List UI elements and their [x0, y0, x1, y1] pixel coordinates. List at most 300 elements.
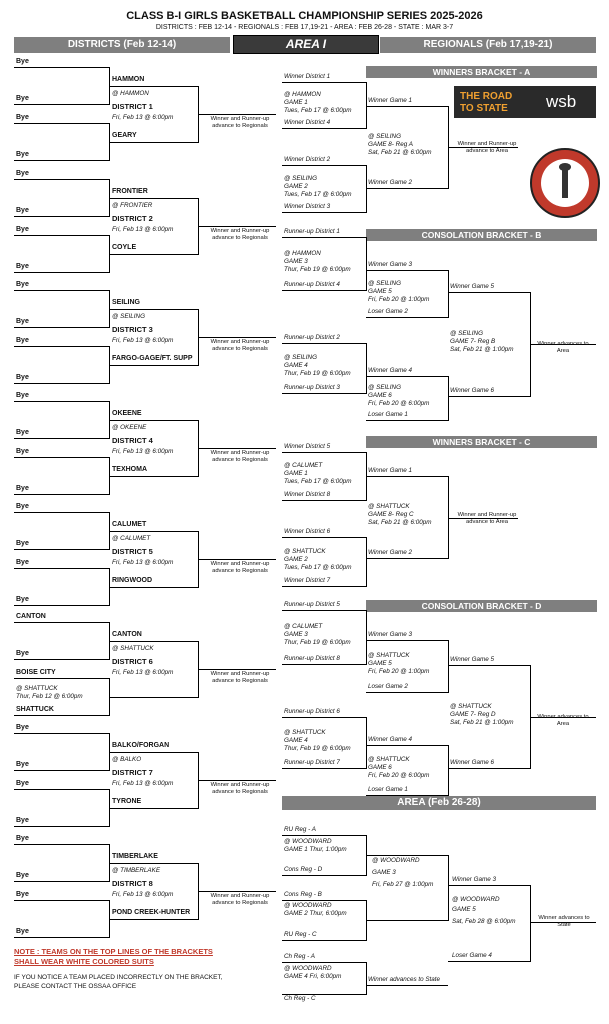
cb-game3-top: Runner-up District 1: [284, 228, 340, 235]
cd-game3-top: Runner-up District 5: [284, 601, 340, 608]
team-slot-2: Bye: [16, 761, 29, 768]
wa-game2-date: Tues, Feb 17 @ 6:00pm: [284, 190, 352, 198]
team-slot-4: Bye: [16, 374, 29, 381]
district-host: @ TIMBERLAKE: [112, 867, 161, 874]
bracket-line: [282, 994, 366, 995]
bracket-line: [14, 770, 110, 771]
bracket-line: [14, 605, 110, 606]
bracket-line: [109, 641, 199, 642]
wc-game1-top: Winner District 5: [284, 443, 331, 450]
team-slot-4: Bye: [16, 817, 29, 824]
bracket-line: [109, 752, 199, 753]
area-g3-host: @ WOODWARD: [372, 857, 420, 864]
cb-game4-date: Thur, Feb 19 @ 6:00pm: [284, 370, 351, 377]
team-slot-3: Bye: [16, 559, 29, 566]
district-team-top: SEILING: [112, 299, 141, 306]
bracket-line: [366, 640, 448, 641]
cb-advance-note: Winner advances to Area: [537, 341, 589, 354]
district-date: Fri, Feb 13 @ 6:00pm: [112, 226, 174, 233]
team-slot-1: Bye: [16, 835, 29, 842]
wa-game2-host: @ SEILING: [284, 174, 317, 182]
wa-game1-date: Tues, Feb 17 @ 6:00pm: [284, 107, 352, 114]
wc-game2-bottom: Winner District 7: [284, 577, 331, 584]
district-host: @ OKEENE: [112, 424, 147, 431]
info-line-1: IF YOU NOTICE A TEAM PLACED INCORRECTLY ON THE BRACKET,: [14, 974, 223, 981]
bracket-line: [14, 272, 110, 273]
bracket-line: [366, 745, 448, 746]
info-line-2: PLEASE CONTACT THE OSSAA OFFICE: [14, 983, 137, 990]
bracket-line: [14, 733, 110, 734]
bracket-line: [14, 494, 110, 495]
bracket-line: [282, 717, 366, 718]
bracket-line: [448, 640, 449, 693]
bracket-line: [366, 270, 448, 271]
bracket-line: [14, 881, 110, 882]
advance-note: Winner and Runner-up advance to Regionals: [210, 671, 270, 684]
team-slot-1: Bye: [16, 503, 29, 510]
wc-game2-game: GAME 2: [284, 555, 308, 563]
bracket-line: [282, 343, 366, 344]
area-header: AREA I: [233, 35, 379, 54]
team-slot-3: BOISE CITY: [16, 669, 56, 676]
area-g4-advance: Winner advances to State: [368, 976, 441, 983]
bracket-line: [448, 292, 530, 293]
cb-game3-host: @ HAMMON: [284, 249, 321, 257]
bracket-line: [109, 309, 199, 310]
bracket-line: [366, 537, 367, 587]
district-date: Fri, Feb 13 @ 6:00pm: [112, 114, 174, 121]
advance-note: Winner and Runner-up advance to Regionals: [210, 561, 270, 574]
district-host: @ FRONTIER: [112, 202, 153, 209]
area-g5-bottom: Loser Game 4: [452, 952, 492, 959]
bracket-line: [109, 198, 199, 199]
team-slot-1: CANTON: [16, 613, 46, 620]
cb-final-top: Winner Game 5: [450, 283, 495, 290]
bracket-line: [14, 678, 110, 679]
district-name: DISTRICT 1: [112, 102, 153, 111]
wc-final-bottom: Winner Game 2: [368, 549, 413, 556]
cb-game5-host: @ SEILING: [368, 279, 401, 287]
district-team-bottom: FARGO-GAGE/FT. SUPP: [112, 355, 193, 362]
bracket-line: [282, 586, 366, 587]
district-date: Fri, Feb 13 @ 6:00pm: [112, 891, 174, 898]
cb-final-date: Sat, Feb 21 @ 1:00pm: [450, 346, 514, 353]
cd-game6-game: GAME 6: [368, 764, 392, 771]
bracket-line: [448, 768, 530, 769]
bracket-line: [14, 216, 110, 217]
bracket-line: [448, 745, 449, 796]
bracket-line: [282, 128, 366, 129]
wa-game2-bottom: Winner District 3: [284, 203, 331, 210]
team-slot-4: Bye: [16, 928, 29, 935]
team-slot-3: Bye: [16, 114, 29, 121]
cd-advance-note: Winner advances to Area: [537, 714, 589, 727]
cd-game3-bottom: Runner-up District 8: [284, 655, 340, 662]
cd-game4-bottom: Runner-up District 7: [284, 759, 340, 766]
wa-final-date: Sat, Feb 21 @ 6:00pm: [368, 149, 432, 156]
district-team-top: CANTON: [112, 631, 142, 638]
cd-game6-bottom: Loser Game 1: [368, 786, 408, 793]
bracket-line: [448, 376, 449, 421]
cd-final-bottom: Winner Game 6: [450, 759, 495, 766]
cd-final-top: Winner Game 5: [450, 656, 495, 663]
cb-game6-date: Fri, Feb 20 @ 6:00pm: [368, 400, 430, 407]
team-slot-2: Bye: [16, 872, 29, 879]
cb-game5-game: GAME 5: [368, 287, 392, 295]
cd-game5-bottom: Loser Game 2: [368, 683, 408, 690]
bracket-line: [14, 346, 110, 347]
bracket-line: [109, 863, 199, 864]
wc-game1-bottom: Winner District 8: [284, 491, 331, 498]
district-team-top: TIMBERLAKE: [112, 853, 158, 860]
bracket-line: [109, 365, 199, 366]
wa-game2-top: Winner District 2: [284, 156, 331, 163]
consolation-d-header: CONSOLATION BRACKET - D: [366, 600, 597, 612]
district-team-top: FRONTIER: [112, 188, 148, 195]
team-slot-3: Bye: [16, 226, 29, 233]
team-slot-2: Bye: [16, 650, 29, 657]
bracket-line: [448, 961, 530, 962]
bracket-line: [14, 568, 110, 569]
district-team-top: CALUMET: [112, 521, 147, 528]
wc-advance-note: Winner and Runner-up advance to Area: [457, 512, 517, 525]
wc-final-top: Winner Game 1: [368, 467, 413, 474]
team-slot-3: Bye: [16, 891, 29, 898]
bracket-line: [282, 962, 366, 963]
district-team-top: HAMMON: [112, 76, 145, 83]
advance-note: Winner and Runner-up advance to Regionals: [210, 339, 270, 352]
team-slot-1: Bye: [16, 281, 29, 288]
bracket-line: [448, 270, 449, 318]
bracket-line: [109, 86, 199, 87]
advance-note: Winner and Runner-up advance to Regionals: [210, 116, 270, 129]
cb-game5-date: Fri, Feb 20 @ 1:00pm: [368, 295, 430, 303]
advance-note: Winner and Runner-up advance to Regionals: [210, 893, 270, 906]
bracket-line: [14, 104, 110, 105]
district-host: @ SEILING: [112, 313, 145, 320]
cd-game3-date: Thur, Feb 19 @ 6:00pm: [284, 639, 351, 646]
bracket-line: [366, 188, 448, 189]
winners-bracket-c-header: WINNERS BRACKET - C: [366, 436, 597, 448]
wa-final-game: GAME 8- Reg A: [368, 141, 413, 148]
team-slot-4: Bye: [16, 596, 29, 603]
page-subtitle: DISTRICTS : FEB 12-14 - REGIONALS : FEB 17,19-21 - AREA : FEB 26-28 - STATE : MAR 3-7: [155, 24, 454, 31]
bracket-line: [14, 715, 110, 716]
bracket-line: [366, 985, 448, 986]
cb-game4-bottom: Runner-up District 3: [284, 384, 340, 391]
cb-game4-host: @ SEILING: [284, 354, 317, 361]
winners-bracket-a-header: WINNERS BRACKET - A: [366, 66, 597, 78]
wc-final-host: @ SHATTUCK: [368, 503, 410, 510]
area-g1-top: RU Reg - A: [284, 826, 316, 833]
area-g5-host: @ WOODWARD: [452, 896, 500, 903]
bracket-line: [109, 531, 199, 532]
team-slot-1: Bye: [16, 724, 29, 731]
sponsor-logo-text: wsb: [546, 92, 577, 111]
cb-game5-bottom: Loser Game 2: [368, 308, 408, 315]
bracket-line: [366, 476, 448, 477]
bracket-line: [14, 622, 110, 623]
bracket-line: [109, 808, 199, 809]
advance-note: Winner and Runner-up advance to Regionals: [210, 450, 270, 463]
bracket-line: [14, 160, 110, 161]
district-date: Fri, Feb 13 @ 6:00pm: [112, 780, 174, 787]
district-name: DISTRICT 7: [112, 768, 153, 777]
team-slot-1: Bye: [16, 170, 29, 177]
district-name: DISTRICT 5: [112, 547, 153, 556]
area-g1-host: @ WOODWARD: [284, 838, 332, 845]
advance-note: Winner and Runner-up advance to Regionals: [210, 228, 270, 241]
cd-game4-date: Thur, Feb 19 @ 6:00pm: [284, 744, 351, 752]
area-g2-top: Cons Reg - B: [284, 891, 322, 898]
bracket-line: [282, 237, 366, 238]
team-slot-3: Bye: [16, 448, 29, 455]
cb-game6-game: GAME 6: [368, 392, 392, 399]
cb-game4-top: Runner-up District 2: [284, 334, 340, 341]
district-name: DISTRICT 4: [112, 436, 153, 445]
cb-game3-game: GAME 3: [284, 257, 308, 265]
cd-game6-top: Winner Game 4: [368, 736, 413, 743]
wa-game1-game: GAME 1: [284, 99, 308, 106]
bracket-line: [282, 664, 366, 665]
team-slot-4: Bye: [16, 485, 29, 492]
districts-header: DISTRICTS (Feb 12-14): [14, 37, 230, 53]
bracket-line: [282, 452, 366, 453]
bracket-line: [14, 457, 110, 458]
logo-text-2: TO STATE: [460, 103, 508, 114]
advance-note: Winner and Runner-up advance to Regionals: [210, 782, 270, 795]
bracket-line: [366, 920, 448, 921]
area-g4-top: Ch Reg - A: [284, 953, 315, 960]
wc-game2-host: @ SHATTUCK: [284, 547, 326, 555]
bracket-line: [109, 254, 199, 255]
team-slot-3: Bye: [16, 337, 29, 344]
bracket-line: [109, 142, 199, 143]
regionals-header: REGIONALS (Feb 17,19-21): [380, 37, 596, 53]
cb-game6-bottom: Loser Game 1: [368, 411, 408, 418]
district-team-top: BALKO/FORGAN: [112, 742, 170, 749]
cd-game6-date: Fri, Feb 20 @ 6:00pm: [368, 772, 430, 779]
bracket-line: [14, 123, 110, 124]
area-g1-game: GAME 1 Thur, 1:00pm: [284, 846, 347, 853]
team-slot-4: Bye: [16, 263, 29, 270]
district-name: DISTRICT 3: [112, 325, 153, 334]
bracket-line: [14, 900, 110, 901]
bracket-line: [14, 512, 110, 513]
cd-game5-game: GAME 5: [368, 660, 392, 667]
bracket-line: [109, 697, 199, 698]
bracket-line: [366, 106, 448, 107]
cb-final-game: GAME 7- Reg B: [450, 338, 496, 345]
cd-game6-host: @ SHATTUCK: [368, 756, 410, 763]
wa-final-host: @ SEILING: [368, 133, 401, 140]
team-slot-4: SHATTUCK: [16, 706, 54, 713]
bracket-line: [109, 587, 199, 588]
district-date: Fri, Feb 13 @ 6:00pm: [112, 669, 174, 676]
team-slot-2: Bye: [16, 429, 29, 436]
cd-final-game: GAME 7- Reg D: [450, 710, 496, 718]
bracket-line: [14, 826, 110, 827]
bracket-line: [14, 438, 110, 439]
cb-game4-game: GAME 4: [284, 362, 308, 369]
bracket-line: [109, 420, 199, 421]
cb-final-bottom: Winner Game 6: [450, 387, 495, 394]
area-g5-game: GAME 5: [452, 906, 476, 913]
bracket-line: [448, 665, 530, 666]
bracket-line: [14, 235, 110, 236]
bracket-line: [14, 179, 110, 180]
wc-game1-host: @ CALUMET: [284, 462, 323, 469]
note-line-1: NOTE : TEAMS ON THE TOP LINES OF THE BRACKETS: [14, 947, 213, 956]
cb-game3-bottom: Runner-up District 4: [284, 281, 340, 288]
cd-game3-game: GAME 3: [284, 631, 308, 638]
bracket-line: [14, 844, 110, 845]
team-slot-4: Bye: [16, 151, 29, 158]
bracket-line: [14, 789, 110, 790]
bracket-line: [14, 659, 110, 660]
bracket-line: [282, 537, 366, 538]
bracket-line: [14, 549, 110, 550]
area-header-bar: AREA (Feb 26-28): [282, 796, 596, 810]
district-date: Fri, Feb 13 @ 6:00pm: [112, 559, 174, 566]
cb-game6-host: @ SEILING: [368, 384, 401, 391]
bracket-line: [14, 937, 110, 938]
cd-game3-host: @ CALUMET: [284, 623, 323, 630]
team-slot-2: Bye: [16, 95, 29, 102]
wc-final-game: GAME 8- Reg C: [368, 511, 414, 518]
district-team-bottom: COYLE: [112, 244, 137, 251]
district-host: @ HAMMON: [112, 90, 149, 97]
area-g3-date: Fri, Feb 27 @ 1:00pm: [372, 881, 434, 888]
bracket-line: [366, 317, 448, 318]
team-slot-2: Bye: [16, 540, 29, 547]
wa-game1-top: Winner District 1: [284, 73, 331, 80]
road-to-state-logo: [454, 86, 596, 118]
wa-final-top: Winner Game 1: [368, 97, 413, 104]
area-g1-bottom: Cons Reg - D: [284, 866, 323, 873]
cb-game3-date: Thur, Feb 19 @ 6:00pm: [284, 265, 351, 273]
cd-game4-game: GAME 4: [284, 736, 308, 744]
wc-game2-date: Tues, Feb 17 @ 6:00pm: [284, 563, 352, 571]
bracket-line: [366, 376, 448, 377]
area-final-advance: Winner advances to State: [538, 915, 590, 928]
prelim-host: @ SHATTUCK: [16, 685, 58, 692]
note-line-2: SHALL WEAR WHITE COLORED SUITS: [14, 957, 154, 966]
bracket-line: [448, 885, 530, 886]
bracket-line: [530, 885, 531, 962]
cb-game6-top: Winner Game 4: [368, 367, 413, 374]
cd-game5-top: Winner Game 3: [368, 631, 413, 638]
bracket-line: [282, 875, 366, 876]
area-g2-game: GAME 2 Thur, 6:00pm: [284, 910, 347, 917]
bracket-line: [366, 692, 448, 693]
cd-final-host: @ SHATTUCK: [450, 702, 492, 710]
bracket-line: [282, 610, 366, 611]
bracket-line: [282, 500, 366, 501]
bracket-line: [282, 212, 366, 213]
district-team-top: OKEENE: [112, 410, 142, 417]
wa-final-bottom: Winner Game 2: [368, 179, 413, 186]
bracket-line: [14, 327, 110, 328]
district-host: @ SHATTUCK: [112, 645, 154, 652]
cd-game4-host: @ SHATTUCK: [284, 728, 326, 736]
team-slot-1: Bye: [16, 392, 29, 399]
bracket-line: [282, 835, 366, 836]
district-date: Fri, Feb 13 @ 6:00pm: [112, 448, 174, 455]
district-host: @ CALUMET: [112, 535, 151, 542]
district-team-bottom: RINGWOOD: [112, 577, 153, 584]
wc-game2-top: Winner District 6: [284, 528, 331, 535]
bracket-line: [109, 919, 199, 920]
bracket-line: [282, 82, 366, 83]
district-team-bottom: GEARY: [112, 132, 137, 139]
cb-game5-top: Winner Game 3: [368, 261, 413, 268]
area-g3-game: GAME 3: [372, 869, 396, 876]
area-g4-host: @ WOODWARD: [284, 965, 332, 972]
wa-game1-bottom: Winner District 4: [284, 119, 331, 126]
cd-game5-host: @ SHATTUCK: [368, 652, 410, 659]
district-team-bottom: POND CREEK-HUNTER: [112, 909, 191, 916]
wc-game1-game: GAME 1: [284, 470, 308, 477]
area-g2-host: @ WOODWARD: [284, 902, 332, 909]
page-title: CLASS B-I GIRLS BASKETBALL CHAMPIONSHIP SERIES 2025-2026: [126, 10, 483, 22]
district-name: DISTRICT 2: [112, 214, 153, 223]
bracket-line: [14, 401, 110, 402]
district-team-bottom: TEXHOMA: [112, 466, 147, 473]
wa-game1-host: @ HAMMON: [284, 91, 321, 98]
cb-final-host: @ SEILING: [450, 330, 483, 337]
bracket-line: [282, 165, 366, 166]
district-name: DISTRICT 6: [112, 657, 153, 666]
bracket-line: [366, 420, 448, 421]
district-host: @ BALKO: [112, 756, 142, 763]
prelim-date: Thur, Feb 12 @ 6:00pm: [16, 693, 83, 700]
wa-game2-game: GAME 2: [284, 182, 308, 190]
wc-game1-date: Tues, Feb 17 @ 6:00pm: [284, 478, 352, 485]
area-g2-bottom: RU Reg - C: [284, 931, 317, 938]
cd-game4-top: Runner-up District 6: [284, 708, 340, 715]
team-slot-3: Bye: [16, 780, 29, 787]
logo-text-1: THE ROAD: [460, 91, 513, 102]
team-slot-2: Bye: [16, 318, 29, 325]
bracket-line: [448, 855, 449, 921]
district-name: DISTRICT 8: [112, 879, 153, 888]
bracket-line: [14, 67, 110, 68]
area-g4-game: GAME 4 Fri, 6:00pm: [284, 973, 342, 980]
cd-game5-date: Fri, Feb 20 @ 1:00pm: [368, 668, 430, 675]
bracket-line: [109, 476, 199, 477]
wc-final-date: Sat, Feb 21 @ 6:00pm: [368, 519, 432, 526]
area-g4-bottom: Ch Reg - C: [284, 995, 316, 1002]
bracket-line: [282, 768, 366, 769]
team-slot-1: Bye: [16, 58, 29, 65]
district-team-bottom: TYRONE: [112, 798, 142, 805]
bracket-line: [366, 558, 448, 559]
consolation-b-header: CONSOLATION BRACKET - B: [366, 229, 597, 241]
team-slot-2: Bye: [16, 207, 29, 214]
cd-final-date: Sat, Feb 21 @ 1:00pm: [450, 718, 514, 726]
area-g5-top: Winner Game 3: [452, 876, 497, 883]
bracket-line: [14, 290, 110, 291]
bracket-line: [282, 940, 366, 941]
bracket-line: [448, 396, 530, 397]
bracket-line: [14, 383, 110, 384]
bracket-line: [282, 290, 366, 291]
area-g5-date: Sat, Feb 28 @ 6:00pm: [452, 918, 516, 925]
bracket-line: [282, 393, 366, 394]
ossaa-seal-icon: [530, 148, 600, 218]
district-date: Fri, Feb 13 @ 6:00pm: [112, 337, 174, 344]
